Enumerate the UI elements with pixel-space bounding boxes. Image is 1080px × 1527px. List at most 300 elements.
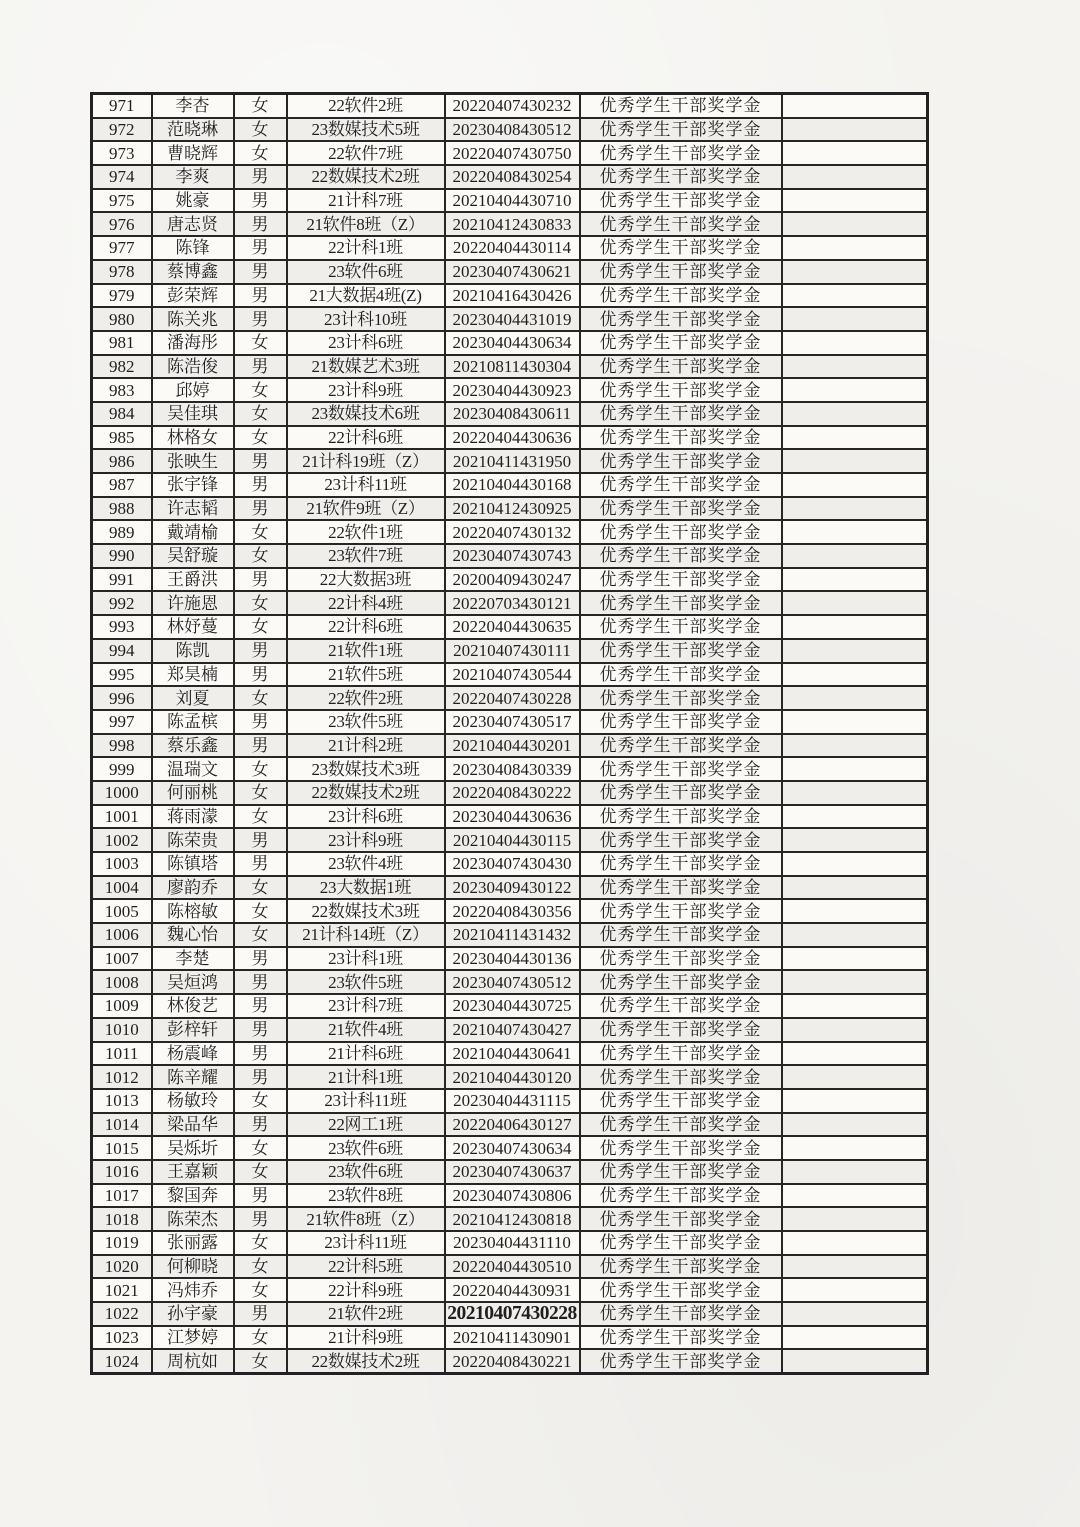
note-cell xyxy=(782,852,928,876)
gender-cell: 女 xyxy=(234,1255,287,1279)
class-cell: 21软件5班 xyxy=(287,663,445,687)
note-cell xyxy=(782,449,928,473)
row-index-cell: 981 xyxy=(92,331,152,355)
row-index-cell: 1003 xyxy=(92,852,152,876)
row-index-cell: 995 xyxy=(92,663,152,687)
award-cell: 优秀学生干部奖学金 xyxy=(580,1255,782,1279)
table-row xyxy=(92,94,928,118)
row-index-cell: 1021 xyxy=(92,1278,152,1302)
class-cell: 23计科6班 xyxy=(287,805,445,829)
student-name-cell: 邱婷 xyxy=(152,378,234,402)
class-cell: 21大数据4班(Z) xyxy=(287,284,445,308)
student-name-cell: 唐志贤 xyxy=(152,212,234,236)
note-cell xyxy=(782,639,928,663)
gender-cell: 男 xyxy=(234,568,287,592)
award-cell: 优秀学生干部奖学金 xyxy=(580,686,782,710)
student-name-cell: 曹晓辉 xyxy=(152,141,234,165)
student-id-cell: 20230408430512 xyxy=(445,118,580,142)
gender-cell: 男 xyxy=(234,639,287,663)
gender-cell: 女 xyxy=(234,591,287,615)
award-cell: 优秀学生干部奖学金 xyxy=(580,781,782,805)
note-cell xyxy=(782,1278,928,1302)
class-cell: 23软件6班 xyxy=(287,1136,445,1160)
gender-cell: 女 xyxy=(234,899,287,923)
student-id-cell: 20210411431432 xyxy=(445,923,580,947)
scholarship-table-body xyxy=(92,94,928,1374)
row-index-cell: 1010 xyxy=(92,1018,152,1042)
class-cell: 23计科11班 xyxy=(287,1089,445,1113)
row-index-cell: 989 xyxy=(92,520,152,544)
class-cell: 21软件1班 xyxy=(287,639,445,663)
note-cell xyxy=(782,497,928,521)
award-cell: 优秀学生干部奖学金 xyxy=(580,923,782,947)
award-cell: 优秀学生干部奖学金 xyxy=(580,94,782,118)
student-id-cell: 20230404430725 xyxy=(445,994,580,1018)
class-cell: 23软件5班 xyxy=(287,710,445,734)
gender-cell: 女 xyxy=(234,1349,287,1373)
gender-cell: 男 xyxy=(234,355,287,379)
gender-cell: 女 xyxy=(234,94,287,118)
student-name-cell: 陈孟槟 xyxy=(152,710,234,734)
student-name-cell: 陈凯 xyxy=(152,639,234,663)
table-row xyxy=(92,165,928,189)
gender-cell: 男 xyxy=(234,734,287,758)
gender-cell: 男 xyxy=(234,165,287,189)
student-id-cell: 20230404431115 xyxy=(445,1089,580,1113)
gender-cell: 男 xyxy=(234,1184,287,1208)
note-cell xyxy=(782,94,928,118)
award-cell: 优秀学生干部奖学金 xyxy=(580,1231,782,1255)
gender-cell: 女 xyxy=(234,686,287,710)
row-index-cell: 990 xyxy=(92,544,152,568)
student-name-cell: 周杭如 xyxy=(152,1349,234,1373)
student-name-cell: 吴烁圻 xyxy=(152,1136,234,1160)
student-name-cell: 王爵洪 xyxy=(152,568,234,592)
student-id-cell: 20220408430221 xyxy=(445,1349,580,1373)
award-cell: 优秀学生干部奖学金 xyxy=(580,591,782,615)
gender-cell: 女 xyxy=(234,876,287,900)
award-cell: 优秀学生干部奖学金 xyxy=(580,260,782,284)
award-cell: 优秀学生干部奖学金 xyxy=(580,1089,782,1113)
class-cell: 21计科6班 xyxy=(287,1042,445,1066)
class-cell: 22计科1班 xyxy=(287,236,445,260)
gender-cell: 女 xyxy=(234,544,287,568)
gender-cell: 男 xyxy=(234,1302,287,1326)
table-row xyxy=(92,615,928,639)
gender-cell: 男 xyxy=(234,1207,287,1231)
student-id-cell: 20210412430925 xyxy=(445,497,580,521)
student-name-cell: 林格女 xyxy=(152,426,234,450)
note-cell xyxy=(782,1160,928,1184)
class-cell: 23软件6班 xyxy=(287,1160,445,1184)
award-cell: 优秀学生干部奖学金 xyxy=(580,805,782,829)
gender-cell: 男 xyxy=(234,1065,287,1089)
student-name-cell: 张宇锋 xyxy=(152,473,234,497)
table-row xyxy=(92,449,928,473)
class-cell: 21软件2班 xyxy=(287,1302,445,1326)
student-name-cell: 温瑞文 xyxy=(152,757,234,781)
award-cell: 优秀学生干部奖学金 xyxy=(580,165,782,189)
row-index-cell: 992 xyxy=(92,591,152,615)
table-row xyxy=(92,663,928,687)
student-id-cell: 20230408430611 xyxy=(445,402,580,426)
table-row xyxy=(92,1136,928,1160)
class-cell: 22网工1班 xyxy=(287,1113,445,1137)
student-name-cell: 李爽 xyxy=(152,165,234,189)
student-name-cell: 范晓琳 xyxy=(152,118,234,142)
award-cell: 优秀学生干部奖学金 xyxy=(580,994,782,1018)
note-cell xyxy=(782,355,928,379)
student-name-cell: 陈关兆 xyxy=(152,307,234,331)
student-id-cell: 20210811430304 xyxy=(445,355,580,379)
award-cell: 优秀学生干部奖学金 xyxy=(580,852,782,876)
note-cell xyxy=(782,473,928,497)
gender-cell: 女 xyxy=(234,1326,287,1350)
award-cell: 优秀学生干部奖学金 xyxy=(580,1184,782,1208)
table-row xyxy=(92,118,928,142)
row-index-cell: 997 xyxy=(92,710,152,734)
table-row xyxy=(92,947,928,971)
student-name-cell: 蒋雨濛 xyxy=(152,805,234,829)
note-cell xyxy=(782,426,928,450)
award-cell: 优秀学生干部奖学金 xyxy=(580,544,782,568)
gender-cell: 女 xyxy=(234,1278,287,1302)
note-cell xyxy=(782,923,928,947)
row-index-cell: 1001 xyxy=(92,805,152,829)
table-row xyxy=(92,189,928,213)
table-row xyxy=(92,1065,928,1089)
student-name-cell: 蔡乐鑫 xyxy=(152,734,234,758)
student-name-cell: 林俊艺 xyxy=(152,994,234,1018)
row-index-cell: 971 xyxy=(92,94,152,118)
class-cell: 23数媒技术5班 xyxy=(287,118,445,142)
table-row xyxy=(92,402,928,426)
award-cell: 优秀学生干部奖学金 xyxy=(580,1349,782,1373)
row-index-cell: 977 xyxy=(92,236,152,260)
row-index-cell: 973 xyxy=(92,141,152,165)
student-id-cell: 20230404430636 xyxy=(445,805,580,829)
row-index-cell: 1007 xyxy=(92,947,152,971)
row-index-cell: 982 xyxy=(92,355,152,379)
gender-cell: 男 xyxy=(234,1018,287,1042)
student-name-cell: 陈锋 xyxy=(152,236,234,260)
table-row xyxy=(92,1278,928,1302)
note-cell xyxy=(782,710,928,734)
student-id-cell: 20220407430228 xyxy=(445,686,580,710)
table-row xyxy=(92,686,928,710)
student-name-cell: 戴靖榆 xyxy=(152,520,234,544)
note-cell xyxy=(782,828,928,852)
award-cell: 优秀学生干部奖学金 xyxy=(580,118,782,142)
student-id-cell: 20210407430228 xyxy=(445,1302,580,1326)
class-cell: 22数媒技术2班 xyxy=(287,1349,445,1373)
table-row xyxy=(92,1349,928,1373)
award-cell: 优秀学生干部奖学金 xyxy=(580,1018,782,1042)
table-row xyxy=(92,260,928,284)
table-row xyxy=(92,1113,928,1137)
student-id-cell: 20220408430254 xyxy=(445,165,580,189)
award-cell: 优秀学生干部奖学金 xyxy=(580,331,782,355)
row-index-cell: 1022 xyxy=(92,1302,152,1326)
row-index-cell: 1015 xyxy=(92,1136,152,1160)
class-cell: 21软件9班（Z） xyxy=(287,497,445,521)
class-cell: 23软件6班 xyxy=(287,260,445,284)
row-index-cell: 1017 xyxy=(92,1184,152,1208)
class-cell: 23计科1班 xyxy=(287,947,445,971)
note-cell xyxy=(782,591,928,615)
student-name-cell: 杨敏玲 xyxy=(152,1089,234,1113)
award-cell: 优秀学生干部奖学金 xyxy=(580,615,782,639)
gender-cell: 男 xyxy=(234,236,287,260)
student-id-cell: 20220406430127 xyxy=(445,1113,580,1137)
class-cell: 22软件1班 xyxy=(287,520,445,544)
student-id-cell: 20220407430132 xyxy=(445,520,580,544)
award-cell: 优秀学生干部奖学金 xyxy=(580,402,782,426)
class-cell: 21软件8班（Z） xyxy=(287,212,445,236)
note-cell xyxy=(782,402,928,426)
row-index-cell: 987 xyxy=(92,473,152,497)
class-cell: 22数媒技术2班 xyxy=(287,165,445,189)
table-row xyxy=(92,212,928,236)
award-cell: 优秀学生干部奖学金 xyxy=(580,497,782,521)
row-index-cell: 996 xyxy=(92,686,152,710)
student-id-cell: 20220404430931 xyxy=(445,1278,580,1302)
class-cell: 23计科11班 xyxy=(287,1231,445,1255)
table-row xyxy=(92,828,928,852)
note-cell xyxy=(782,1255,928,1279)
gender-cell: 男 xyxy=(234,663,287,687)
student-id-cell: 20210412430833 xyxy=(445,212,580,236)
student-id-cell: 20220408430222 xyxy=(445,781,580,805)
class-cell: 23计科6班 xyxy=(287,331,445,355)
award-cell: 优秀学生干部奖学金 xyxy=(580,970,782,994)
note-cell xyxy=(782,781,928,805)
award-cell: 优秀学生干部奖学金 xyxy=(580,449,782,473)
note-cell xyxy=(782,970,928,994)
row-index-cell: 1013 xyxy=(92,1089,152,1113)
student-id-cell: 20220404430510 xyxy=(445,1255,580,1279)
student-id-cell: 20210404430201 xyxy=(445,734,580,758)
class-cell: 23数媒技术3班 xyxy=(287,757,445,781)
note-cell xyxy=(782,284,928,308)
class-cell: 22软件2班 xyxy=(287,94,445,118)
student-name-cell: 冯炜乔 xyxy=(152,1278,234,1302)
award-cell: 优秀学生干部奖学金 xyxy=(580,141,782,165)
note-cell xyxy=(782,118,928,142)
student-id-cell: 20210412430818 xyxy=(445,1207,580,1231)
note-cell xyxy=(782,1207,928,1231)
table-row xyxy=(92,876,928,900)
table-row xyxy=(92,639,928,663)
table-row xyxy=(92,497,928,521)
class-cell: 23软件7班 xyxy=(287,544,445,568)
award-cell: 优秀学生干部奖学金 xyxy=(580,899,782,923)
row-index-cell: 1005 xyxy=(92,899,152,923)
student-id-cell: 20230407430743 xyxy=(445,544,580,568)
class-cell: 21计科2班 xyxy=(287,734,445,758)
class-cell: 23数媒技术6班 xyxy=(287,402,445,426)
note-cell xyxy=(782,331,928,355)
student-name-cell: 何柳晓 xyxy=(152,1255,234,1279)
row-index-cell: 975 xyxy=(92,189,152,213)
student-id-cell: 20220404430635 xyxy=(445,615,580,639)
student-name-cell: 李杏 xyxy=(152,94,234,118)
gender-cell: 男 xyxy=(234,473,287,497)
row-index-cell: 972 xyxy=(92,118,152,142)
gender-cell: 女 xyxy=(234,615,287,639)
award-cell: 优秀学生干部奖学金 xyxy=(580,828,782,852)
student-name-cell: 潘海彤 xyxy=(152,331,234,355)
row-index-cell: 1006 xyxy=(92,923,152,947)
row-index-cell: 976 xyxy=(92,212,152,236)
gender-cell: 男 xyxy=(234,260,287,284)
student-id-cell: 20210411431950 xyxy=(445,449,580,473)
note-cell xyxy=(782,236,928,260)
student-name-cell: 郑昊楠 xyxy=(152,663,234,687)
award-cell: 优秀学生干部奖学金 xyxy=(580,663,782,687)
student-name-cell: 许施恩 xyxy=(152,591,234,615)
award-cell: 优秀学生干部奖学金 xyxy=(580,1042,782,1066)
row-index-cell: 1000 xyxy=(92,781,152,805)
student-name-cell: 杨震峰 xyxy=(152,1042,234,1066)
student-id-cell: 20210404430115 xyxy=(445,828,580,852)
gender-cell: 女 xyxy=(234,757,287,781)
note-cell xyxy=(782,615,928,639)
student-id-cell: 20230407430621 xyxy=(445,260,580,284)
gender-cell: 女 xyxy=(234,141,287,165)
class-cell: 23计科11班 xyxy=(287,473,445,497)
student-name-cell: 陈榕敏 xyxy=(152,899,234,923)
note-cell xyxy=(782,757,928,781)
table-row xyxy=(92,1184,928,1208)
class-cell: 23计科7班 xyxy=(287,994,445,1018)
class-cell: 22大数据3班 xyxy=(287,568,445,592)
note-cell xyxy=(782,1231,928,1255)
table-row xyxy=(92,591,928,615)
class-cell: 22计科4班 xyxy=(287,591,445,615)
award-cell: 优秀学生干部奖学金 xyxy=(580,947,782,971)
note-cell xyxy=(782,947,928,971)
student-name-cell: 陈荣杰 xyxy=(152,1207,234,1231)
award-cell: 优秀学生干部奖学金 xyxy=(580,1136,782,1160)
table-row xyxy=(92,1207,928,1231)
student-name-cell: 许志韬 xyxy=(152,497,234,521)
gender-cell: 女 xyxy=(234,402,287,426)
student-id-cell: 20230408430339 xyxy=(445,757,580,781)
award-cell: 优秀学生干部奖学金 xyxy=(580,284,782,308)
award-cell: 优秀学生干部奖学金 xyxy=(580,710,782,734)
note-cell xyxy=(782,212,928,236)
student-id-cell: 20230407430634 xyxy=(445,1136,580,1160)
note-cell xyxy=(782,307,928,331)
gender-cell: 男 xyxy=(234,189,287,213)
student-id-cell: 20220404430114 xyxy=(445,236,580,260)
note-cell xyxy=(782,1042,928,1066)
class-cell: 22计科9班 xyxy=(287,1278,445,1302)
table-row xyxy=(92,1326,928,1350)
student-id-cell: 20230404430923 xyxy=(445,378,580,402)
award-cell: 优秀学生干部奖学金 xyxy=(580,1207,782,1231)
row-index-cell: 979 xyxy=(92,284,152,308)
class-cell: 22软件7班 xyxy=(287,141,445,165)
class-cell: 21计科7班 xyxy=(287,189,445,213)
class-cell: 22计科6班 xyxy=(287,426,445,450)
student-id-cell: 20210404430710 xyxy=(445,189,580,213)
class-cell: 22计科5班 xyxy=(287,1255,445,1279)
award-cell: 优秀学生干部奖学金 xyxy=(580,757,782,781)
gender-cell: 女 xyxy=(234,426,287,450)
class-cell: 22数媒技术3班 xyxy=(287,899,445,923)
table-row xyxy=(92,141,928,165)
class-cell: 21数媒艺术3班 xyxy=(287,355,445,379)
note-cell xyxy=(782,1136,928,1160)
class-cell: 22软件2班 xyxy=(287,686,445,710)
student-id-cell: 20210411430901 xyxy=(445,1326,580,1350)
gender-cell: 女 xyxy=(234,923,287,947)
gender-cell: 女 xyxy=(234,378,287,402)
row-index-cell: 980 xyxy=(92,307,152,331)
student-id-cell: 20220407430232 xyxy=(445,94,580,118)
table-row xyxy=(92,1042,928,1066)
gender-cell: 女 xyxy=(234,1231,287,1255)
table-row xyxy=(92,899,928,923)
class-cell: 21软件4班 xyxy=(287,1018,445,1042)
class-cell: 21软件8班（Z） xyxy=(287,1207,445,1231)
class-cell: 21计科14班（Z） xyxy=(287,923,445,947)
gender-cell: 女 xyxy=(234,805,287,829)
student-id-cell: 20230407430512 xyxy=(445,970,580,994)
student-name-cell: 梁品华 xyxy=(152,1113,234,1137)
table-row xyxy=(92,544,928,568)
table-row xyxy=(92,970,928,994)
student-id-cell: 20210404430168 xyxy=(445,473,580,497)
student-id-cell: 20230407430637 xyxy=(445,1160,580,1184)
student-name-cell: 李楚 xyxy=(152,947,234,971)
student-name-cell: 廖韵乔 xyxy=(152,876,234,900)
award-cell: 优秀学生干部奖学金 xyxy=(580,1326,782,1350)
gender-cell: 男 xyxy=(234,994,287,1018)
note-cell xyxy=(782,544,928,568)
row-index-cell: 1011 xyxy=(92,1042,152,1066)
table-row xyxy=(92,994,928,1018)
row-index-cell: 1009 xyxy=(92,994,152,1018)
student-name-cell: 张映生 xyxy=(152,449,234,473)
award-cell: 优秀学生干部奖学金 xyxy=(580,355,782,379)
table-row xyxy=(92,1255,928,1279)
row-index-cell: 984 xyxy=(92,402,152,426)
student-id-cell: 20220407430750 xyxy=(445,141,580,165)
note-cell xyxy=(782,141,928,165)
row-index-cell: 1016 xyxy=(92,1160,152,1184)
class-cell: 21计科9班 xyxy=(287,1326,445,1350)
gender-cell: 男 xyxy=(234,1113,287,1137)
award-cell: 优秀学生干部奖学金 xyxy=(580,734,782,758)
gender-cell: 男 xyxy=(234,212,287,236)
table-row xyxy=(92,1160,928,1184)
student-id-cell: 20230407430430 xyxy=(445,852,580,876)
gender-cell: 男 xyxy=(234,710,287,734)
gender-cell: 男 xyxy=(234,828,287,852)
table-row xyxy=(92,355,928,379)
student-name-cell: 吴舒璇 xyxy=(152,544,234,568)
row-index-cell: 1019 xyxy=(92,1231,152,1255)
student-name-cell: 孙宇豪 xyxy=(152,1302,234,1326)
row-index-cell: 1012 xyxy=(92,1065,152,1089)
gender-cell: 女 xyxy=(234,781,287,805)
student-name-cell: 何丽桃 xyxy=(152,781,234,805)
note-cell xyxy=(782,805,928,829)
award-cell: 优秀学生干部奖学金 xyxy=(580,520,782,544)
